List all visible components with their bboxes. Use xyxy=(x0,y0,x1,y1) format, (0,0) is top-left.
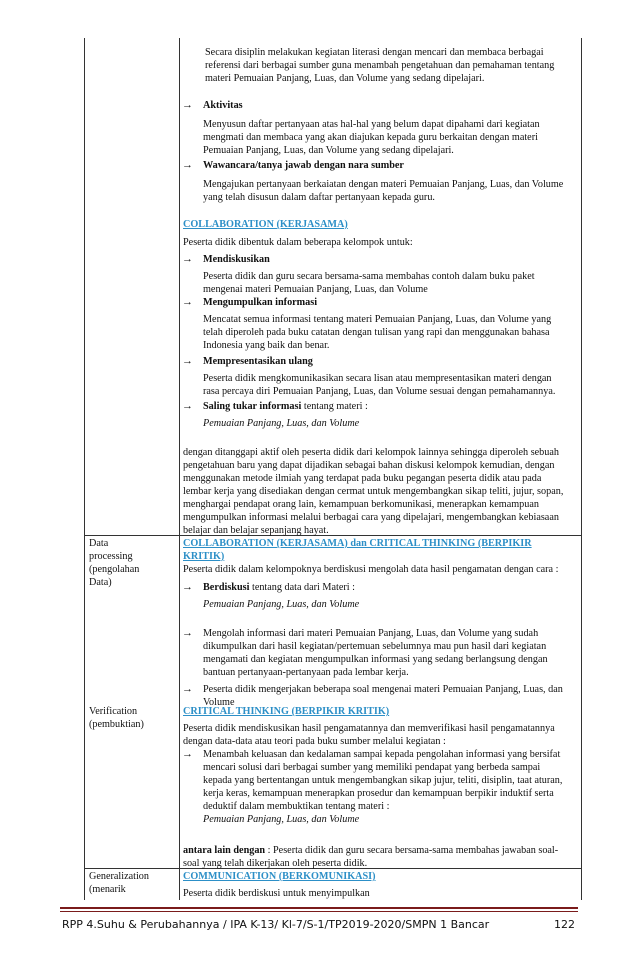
topic-line: Pemuaian Panjang, Luas, dan Volume xyxy=(203,814,360,825)
subheading: Mengumpulkan informasi xyxy=(203,297,318,308)
text-line: Peserta didik mengerjakan beberapa soal mengenai materi Pemuaian Panjang, Luas, dan xyxy=(203,684,563,695)
text-line: dikumpulkan dari hasil kegiatan/pertemuan sebelumnya mau pun hasil dari kegiatan xyxy=(203,641,547,652)
column-divider xyxy=(179,38,180,900)
row-label: Data xyxy=(89,538,109,549)
text-line: deduktif dalam membuktikan tentang materi : xyxy=(203,801,390,812)
text-line: Peserta didik mengkomunikasikan secara lisan atau mempresentasikan materi dengan xyxy=(203,373,552,384)
text-line: kepada yang bertentangan untuk mengembangkan sikap jujur, teliti, disiplin, taat aturan, xyxy=(203,775,563,786)
subheading: Wawancara/tanya jawab dengan nara sumber xyxy=(203,160,404,171)
topic-line: Pemuaian Panjang, Luas, dan Volume xyxy=(203,599,360,610)
text-line: Peserta didik mendiskusikan hasil pengamatannya dan memverifikasi hasil pengamatannya xyxy=(183,723,555,734)
text-line: soal yang telah dikerjakan oleh peserta didik. xyxy=(183,858,368,869)
topic-line: Pemuaian Panjang, Luas, dan Volume xyxy=(203,418,360,429)
row-label: (pengolahan xyxy=(89,564,140,575)
subheading: Berdiskusi xyxy=(203,582,250,593)
row-label: (pembuktian) xyxy=(89,719,144,730)
text-line: dengan data-data atau teori pada buku sumber melalui kegiatan : xyxy=(183,736,446,747)
text-line: Menambah keluasan dan kedalaman sampai kepada pengolahan informasi yang bersifat xyxy=(203,749,561,760)
section-heading: CRITICAL THINKING (BERPIKIR KRITIK) xyxy=(183,706,390,717)
section-heading: COLLABORATION (KERJASAMA) xyxy=(183,219,348,230)
right-arrow-icon: → xyxy=(182,159,193,171)
row-divider xyxy=(85,535,581,536)
text-line: referensi dari berbagai sumber guna menambah pengetahuan dan pemahaman tentang xyxy=(205,60,555,71)
right-arrow-icon: → xyxy=(182,748,193,760)
section-heading: KRITIK) xyxy=(183,551,225,562)
text-line xyxy=(183,844,558,857)
text-line: belajar dan belajar sepanjang hayat. xyxy=(183,525,329,536)
right-arrow-icon: → xyxy=(182,581,193,593)
section-heading: COMMUNICATION (BERKOMUNIKASI) xyxy=(183,871,376,882)
section-heading: COLLABORATION (KERJASAMA) dan CRITICAL THINKING (BERPIKIR xyxy=(183,538,532,549)
subheading: Aktivitas xyxy=(203,100,243,111)
text-line: lembar kerja yang disediakan dengan cermat untuk mengembangkan sikap teliti, jujur, sopan, xyxy=(183,486,564,497)
right-arrow-icon: → xyxy=(182,355,193,367)
row-label: processing xyxy=(89,551,133,562)
text-line: Volume xyxy=(203,697,235,708)
right-arrow-icon: → xyxy=(182,296,193,308)
text-line: Pemuaian Panjang, Luas, dan Volume yang sedang dipelajari. xyxy=(203,145,454,156)
text-fragment: tentang materi : xyxy=(301,401,368,412)
text-line: Secara disiplin melakukan kegiatan literasi dengan mencari dan membaca berbagai xyxy=(205,47,544,58)
right-arrow-icon: → xyxy=(182,683,193,695)
text-line: Peserta didik dalam kelompoknya berdiskusi mengolah data hasil pengamatan dengan cara : xyxy=(183,564,559,575)
text-line: Peserta didik berdiskusi untuk menyimpulkan xyxy=(183,888,370,899)
text-line: mengmati dan membaca yang akan diajukan kepada guru berkaitan dengan materi xyxy=(203,132,538,143)
right-arrow-icon: → xyxy=(182,627,193,639)
text-line: menggunakan metode ilmiah yang terdapat pada buku pegangan peserta didik atau pada xyxy=(183,473,542,484)
text-line: bantuan pertanyaan-pertanyaan pada lembar kerja. xyxy=(203,667,409,678)
row-label: (menarik xyxy=(89,884,126,895)
text-fragment: : Peserta didik dan guru secara bersama-sama membahas jawaban soal- xyxy=(265,845,559,856)
lesson-table xyxy=(84,38,582,900)
text-line: kerja keras, kemampuan menerapkan prosedur dan kemampuan berpikir induktif serta xyxy=(203,788,554,799)
footer-rule xyxy=(60,907,578,909)
subheading: Mendiskusikan xyxy=(203,254,270,265)
row-label: Generalization xyxy=(89,871,149,882)
text-line: Mencatat semua informasi tentang materi Pemuaian Panjang, Luas, dan Volume yang xyxy=(203,314,552,325)
text-line: rasa percaya diri Pemuaian Panjang, Luas, dan Volume sesuai dengan pemahamannya. xyxy=(203,386,556,397)
page-number: 122 xyxy=(554,918,575,931)
text-line: materi Pemuaian Panjang, Luas, dan Volume yang sedang dipelajari. xyxy=(205,73,485,84)
subheading: Mempresentasikan ulang xyxy=(203,356,313,367)
text-line xyxy=(203,581,355,594)
right-arrow-icon: → xyxy=(182,400,193,412)
row-label: Verification xyxy=(89,706,138,717)
text-line: Mengajukan pertanyaan berkaiatan dengan materi Pemuaian Panjang, Luas, dan Volume xyxy=(203,179,564,190)
text-line: menghargai pendapat orang lain, kemampuan berkomunikasi, menerapkan kemampuan xyxy=(183,499,539,510)
text-line: Peserta didik dibentuk dalam beberapa kelompok untuk: xyxy=(183,237,413,248)
text-line: mengamati dan kegiatan mengumpulkan informasi yang sedang berlangsung dengan xyxy=(203,654,548,665)
subheading: antara lain dengan xyxy=(183,845,266,856)
right-arrow-icon: → xyxy=(182,99,193,111)
text-line: Indonesia yang baik dan benar. xyxy=(203,340,330,351)
row-label: Data) xyxy=(89,577,112,588)
footer-title: RPP 4.Suhu & Perubahannya / IPA K-13/ Kl-7/S-1/TP2019-2020/SMPN 1 Bancar xyxy=(62,918,490,931)
text-line: mengenai materi Pemuaian Panjang, Luas, dan Volume xyxy=(203,284,428,295)
text-line: Mengolah informasi dari materi Pemuaian Panjang, Luas, dan Volume yang sudah xyxy=(203,628,539,639)
subheading: Saling tukar informasi xyxy=(203,401,302,412)
right-arrow-icon: → xyxy=(182,253,193,265)
text-line: mengumpulkan informasi melalui berbagai cara yang dipelajari, mengembangkan kebiasaan xyxy=(183,512,559,523)
text-line: Peserta didik dan guru secara bersama-sama membahas contoh dalam buku paket xyxy=(203,271,535,282)
text-line: Menyusun daftar pertanyaan atas hal-hal yang belum dapat dipahami dari kegiatan xyxy=(203,119,540,130)
text-line xyxy=(203,400,368,413)
text-line: dengan ditanggapi aktif oleh peserta didik dari kelompok lainnya sehingga diperoleh sebuah xyxy=(183,447,559,458)
text-line: pengetahuan baru yang dapat dijadikan sebagai bahan diskusi kelompok kemudian, dengan xyxy=(183,460,555,471)
text-fragment: tentang data dari Materi : xyxy=(249,582,355,593)
text-line: yang telah disusun dalam daftar pertanyaan kepada guru. xyxy=(203,192,435,203)
footer-rule xyxy=(60,911,578,912)
text-line: telah diperoleh pada buku catatan dengan tulisan yang rapi dan menggunakan bahasa xyxy=(203,327,550,338)
text-line: mencari solusi dari berbagai sumber yang memiliki pendapat yang berbeda sampai xyxy=(203,762,541,773)
